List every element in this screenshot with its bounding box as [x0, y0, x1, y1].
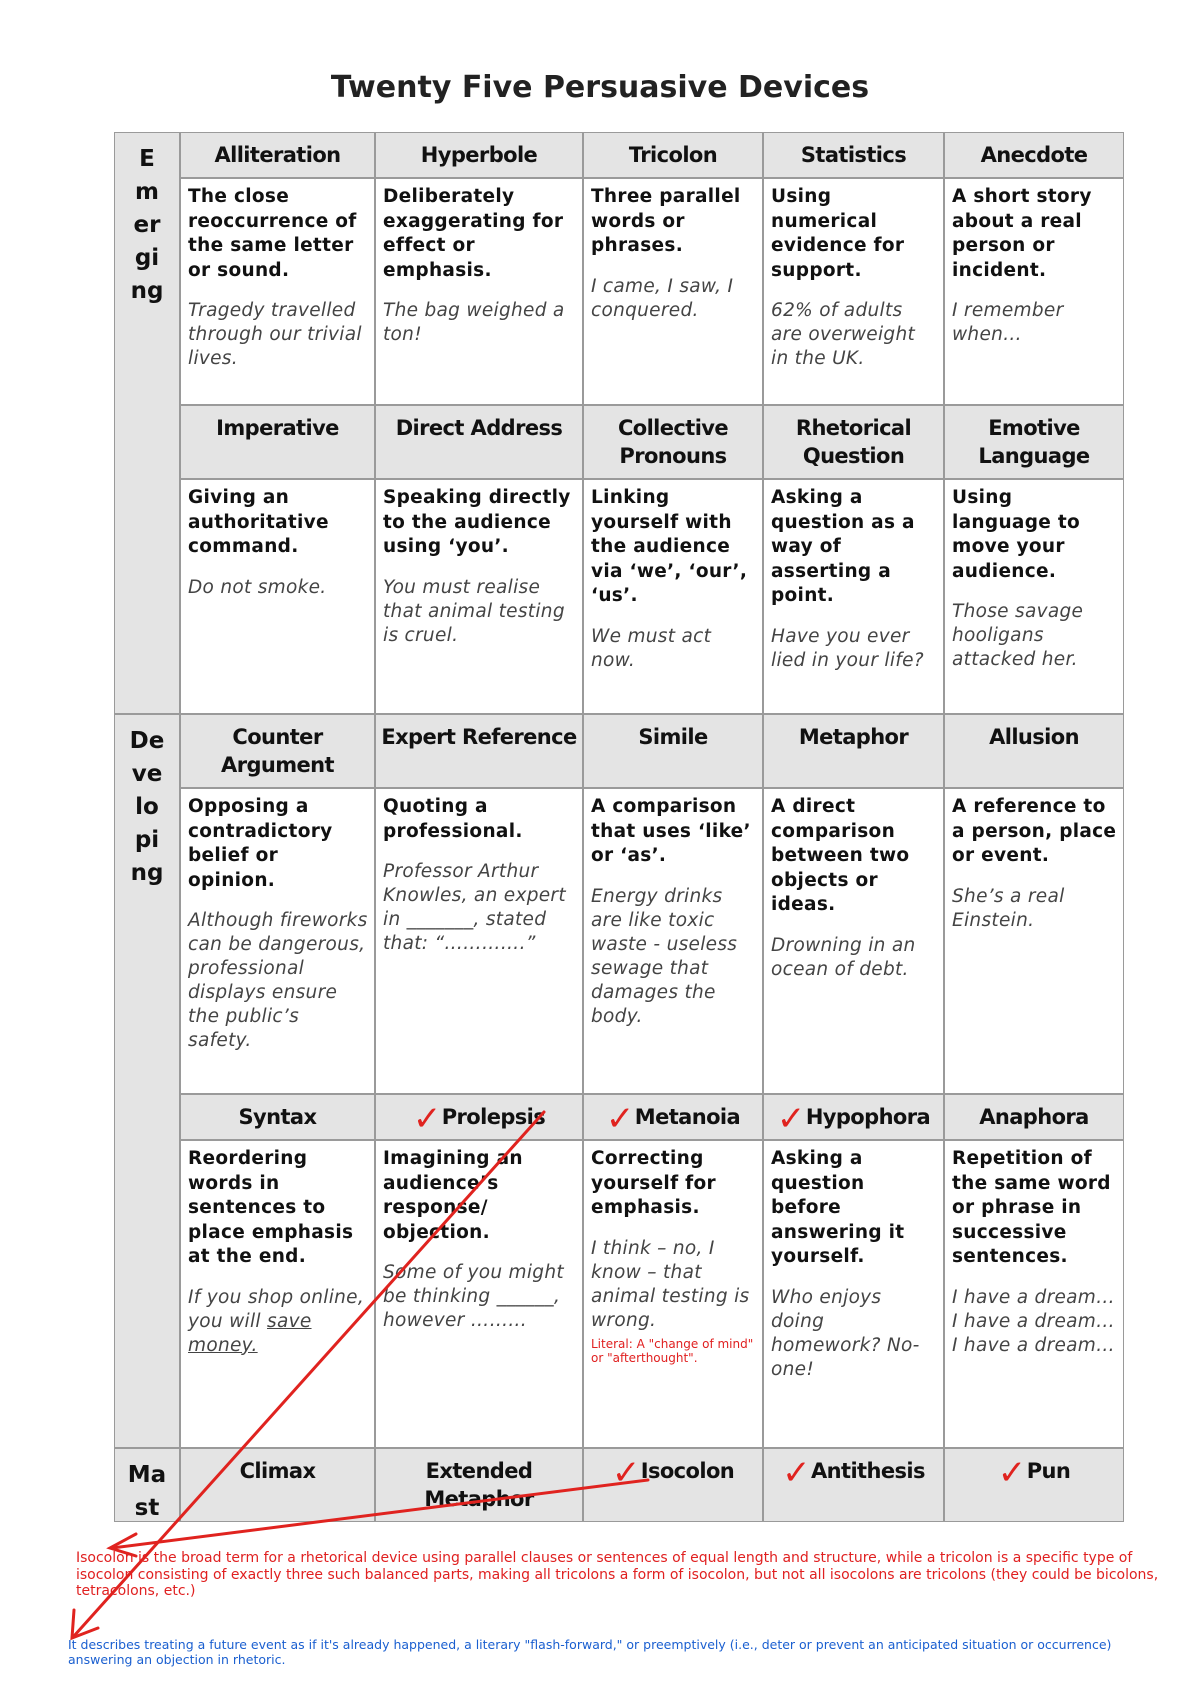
check-mark-icon: ✓	[611, 1453, 640, 1493]
check-mark-icon: ✓	[782, 1453, 810, 1493]
device-example: She’s a real Einstein.	[952, 885, 1065, 931]
device-header: ✓Prolepsis	[375, 1094, 583, 1140]
isocolon-annotation: Isocolon is the broad term for a rhetorical device using parallel clauses or sentences of equal length and structure, while a tricolon is a specific type of isocolon consisting of exactly three such balanced parts, making all tricolons a form of isocolon, but not all isocolons are tricolons (they could be bicolons, tetracolons, etc.)	[76, 1550, 1159, 1599]
device-cell	[944, 788, 1124, 1094]
device-header: ✓Metanoia	[583, 1094, 763, 1140]
check-mark-icon: ✓	[776, 1099, 805, 1139]
device-example: Have you ever lied in your life?	[771, 625, 924, 671]
device-header: Anecdote	[944, 132, 1124, 178]
device-cell	[375, 178, 583, 405]
device-definition: Quoting a professional.	[383, 796, 523, 842]
device-cell	[944, 1140, 1124, 1448]
device-cell	[763, 1140, 944, 1448]
level-emerging: E m er gi ng	[114, 132, 180, 714]
device-header: Hyperbole	[375, 132, 583, 178]
device-header: Emotive Language	[944, 405, 1124, 479]
prolepsis-annotation: It describes treating a future event as if it's already happened, a literary "flash-forward," or preemptively (i.e., deter or prevent an anticipated situation or occurrence) answering an objection in rhetoric.	[68, 1637, 1112, 1667]
device-cell	[375, 788, 583, 1094]
device-definition: Reordering words in sentences to place emphasis at the end.	[188, 1148, 354, 1267]
check-mark-icon: ✓	[412, 1099, 441, 1139]
devices-table	[114, 132, 1124, 1522]
device-header: Direct Address	[375, 405, 583, 479]
device-example: If you shop online, you will save money.	[188, 1286, 365, 1356]
device-definition: Imagining an audience’s response/ objection.	[383, 1148, 523, 1243]
device-example: Who enjoys doing homework? No-one!	[771, 1286, 920, 1380]
device-header: ✓Hypophora	[763, 1094, 944, 1140]
page-title: Twenty Five Persuasive Devices	[330, 70, 870, 105]
device-header: Counter Argument	[180, 714, 375, 788]
device-header: Metaphor	[763, 714, 944, 788]
device-cell	[763, 178, 944, 405]
device-header: Expert Reference	[375, 714, 583, 788]
device-definition: Linking yourself with the audience via ‘we’, ‘our’, ‘us’.	[591, 487, 748, 606]
device-definition: Using language to move your audience.	[952, 487, 1080, 582]
device-header: ✓Isocolon	[583, 1448, 763, 1522]
device-definition: Giving an authoritative command.	[188, 487, 329, 557]
device-definition: Using numerical evidence for support.	[771, 186, 905, 281]
device-definition: Correcting yourself for emphasis.	[591, 1148, 716, 1218]
device-header: Rhetorical Question	[763, 405, 944, 479]
device-example: I have a dream… I have a dream… I have a dream…	[952, 1286, 1115, 1356]
device-cell	[375, 1140, 583, 1448]
device-cell	[180, 178, 375, 405]
device-example: Professor Arthur Knowles, an expert in _______, stated that: “………….”	[383, 861, 566, 954]
device-cell	[180, 1140, 375, 1448]
check-mark-icon: ✓	[605, 1099, 634, 1139]
check-mark-icon: ✓	[997, 1453, 1026, 1493]
device-example: Although fireworks can be dangerous, professional displays ensure the public’s safety.	[188, 910, 368, 1051]
device-definition: A direct comparison between two objects or ideas.	[771, 796, 910, 915]
device-example: I think – no, I know – that animal testing is wrong.	[591, 1237, 750, 1331]
device-header: Collective Pronouns	[583, 405, 763, 479]
literal-note: Literal: A "change of mind" or "afterthought".	[591, 1336, 754, 1365]
device-definition: Deliberately exaggerating for effect or emphasis.	[383, 186, 564, 281]
device-example: The bag weighed a ton!	[383, 300, 565, 345]
device-example: I remember when…	[952, 300, 1064, 345]
device-example: Energy drinks are like toxic waste - useless sewage that damages the body.	[591, 885, 738, 1027]
device-cell	[763, 788, 944, 1094]
device-definition: Three parallel words or phrases.	[591, 186, 741, 256]
device-cell	[583, 479, 763, 714]
device-cell	[583, 788, 763, 1094]
device-header: Syntax	[180, 1094, 375, 1140]
device-header: Anaphora	[944, 1094, 1124, 1140]
device-definition: A reference to a person, place or event.	[952, 796, 1117, 866]
level-mastering: Ma st	[114, 1448, 180, 1522]
device-example: Do not smoke.	[188, 576, 327, 598]
device-example: I came, I saw, I conquered.	[591, 275, 734, 321]
device-cell	[180, 479, 375, 714]
device-definition: Speaking directly to the audience using ‘you’.	[383, 487, 571, 557]
device-definition: Asking a question before answering it yourself.	[771, 1148, 905, 1267]
device-header: Statistics	[763, 132, 944, 178]
device-header: ✓Antithesis	[763, 1448, 944, 1522]
prolepsis-arrowhead	[72, 1610, 98, 1638]
device-example: You must realise that animal testing is cruel.	[383, 576, 565, 646]
device-definition: Opposing a contradictory belief or opinion.	[188, 796, 333, 891]
device-definition: Asking a question as a way of asserting a point.	[771, 487, 915, 606]
device-definition: Repetition of the same word or phrase in successive sentences.	[952, 1148, 1111, 1267]
device-definition: A short story about a real person or incident.	[952, 186, 1092, 281]
device-definition: The close reoccurrence of the same letter or sound.	[188, 186, 357, 281]
device-example: Those savage hooligans attacked her.	[952, 601, 1084, 670]
device-example: Some of you might be thinking ______, however ……...	[383, 1262, 564, 1331]
device-cell	[763, 479, 944, 714]
device-header: Extended Metaphor	[375, 1448, 583, 1522]
device-header: Imperative	[180, 405, 375, 479]
device-cell	[583, 178, 763, 405]
device-cell	[944, 479, 1124, 714]
device-cell	[375, 479, 583, 714]
device-definition: A comparison that uses ‘like’ or ‘as’.	[591, 796, 751, 866]
device-header: Climax	[180, 1448, 375, 1522]
level-developing: De ve lo pi ng	[114, 714, 180, 1448]
device-header: Simile	[583, 714, 763, 788]
device-example: 62% of adults are overweight in the UK.	[771, 300, 916, 369]
device-example: Tragedy travelled through our trivial lives.	[188, 300, 362, 369]
device-header: ✓Pun	[944, 1448, 1124, 1522]
device-header: Allusion	[944, 714, 1124, 788]
device-cell	[180, 788, 375, 1094]
device-header: Tricolon	[583, 132, 763, 178]
device-header: Alliteration	[180, 132, 375, 178]
device-cell	[583, 1140, 763, 1448]
device-example: We must act now.	[591, 625, 712, 671]
device-example: Drowning in an ocean of debt.	[771, 934, 916, 980]
device-cell	[944, 178, 1124, 405]
